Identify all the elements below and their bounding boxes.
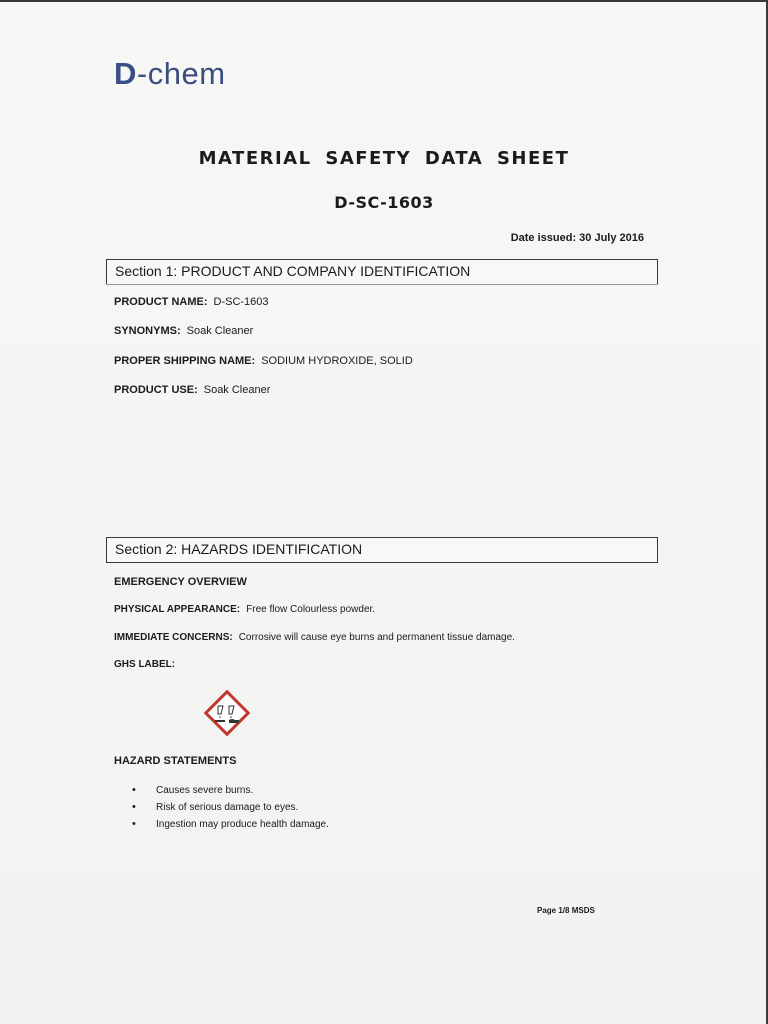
section-1-heading: Section 1: PRODUCT AND COMPANY IDENTIFICATION xyxy=(115,263,471,279)
field-immediate-concerns xyxy=(114,632,515,643)
field-label: PRODUCT NAME: xyxy=(114,296,208,308)
logo-chem: chem xyxy=(147,56,226,91)
field-synonyms xyxy=(114,325,253,337)
document-title: MATERIAL SAFETY DATA SHEET xyxy=(198,148,570,169)
emergency-overview-label: EMERGENCY OVERVIEW xyxy=(114,576,247,588)
list-item: • Risk of serious damage to eyes. xyxy=(132,799,329,816)
list-item: • Ingestion may produce health damage. xyxy=(132,816,329,833)
field-shipping-name xyxy=(114,355,413,367)
field-label: GHS LABEL: xyxy=(114,659,176,670)
field-value: Free flow Colourless powder. xyxy=(246,604,376,615)
field-label: IMMEDIATE CONCERNS: xyxy=(114,632,233,643)
field-label: PRODUCT USE: xyxy=(114,384,198,396)
logo-d: D xyxy=(114,56,137,91)
list-item: • Causes severe burns. xyxy=(132,782,329,799)
company-logo xyxy=(114,56,226,92)
section-1-rule xyxy=(106,284,658,285)
field-value: Corrosive will cause eye burns and permanent tissue damage. xyxy=(238,632,515,643)
field-product-use xyxy=(114,384,270,396)
emergency-overview xyxy=(114,576,253,588)
field-value: Soak Cleaner xyxy=(186,325,254,337)
field-label: SYNONYMS: xyxy=(114,325,181,337)
hazard-statements-list xyxy=(132,782,329,833)
field-value: D-SC-1603 xyxy=(213,296,269,308)
page-footer: Page 1/8 MSDS xyxy=(537,906,595,915)
section-1-header xyxy=(106,259,658,285)
field-value: Soak Cleaner xyxy=(203,384,271,396)
section-2-heading: Section 2: HAZARDS IDENTIFICATION xyxy=(115,541,363,557)
field-physical-appearance xyxy=(114,604,375,615)
corrosion-pictogram-icon xyxy=(202,688,252,738)
section-2-header xyxy=(106,537,658,563)
page-edge-top xyxy=(0,0,768,2)
field-label: PROPER SHIPPING NAME: xyxy=(114,355,256,367)
field-product-name xyxy=(114,296,269,308)
hazard-statements-title: HAZARD STATEMENTS xyxy=(114,755,237,767)
date-issued: Date issued: 30 July 2016 xyxy=(510,232,644,244)
field-ghs-label xyxy=(114,659,181,670)
field-label: PHYSICAL APPEARANCE: xyxy=(114,604,241,615)
logo-dash: - xyxy=(136,56,148,91)
field-value: SODIUM HYDROXIDE, SOLID xyxy=(261,355,413,367)
product-code: D-SC-1603 xyxy=(334,193,434,212)
